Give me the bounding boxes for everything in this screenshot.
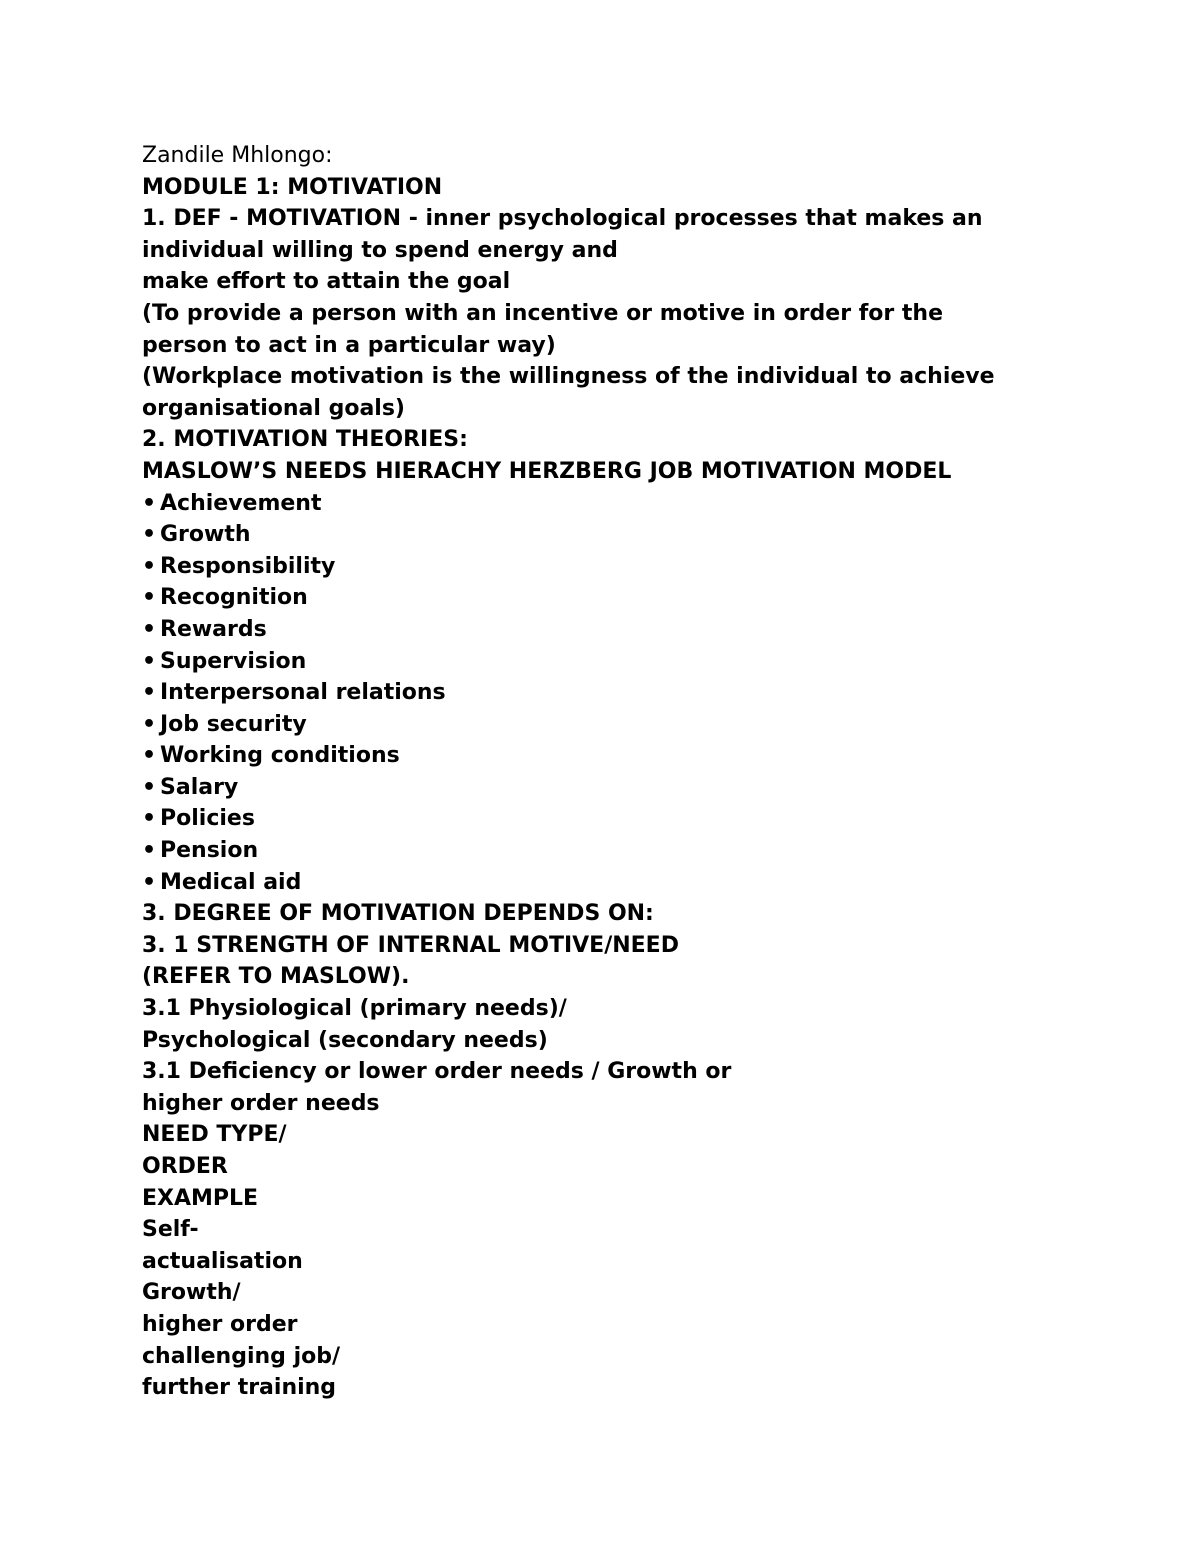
section-line: Growth/: [142, 1280, 241, 1306]
section-line: higher order: [142, 1311, 298, 1337]
list-item: [142, 772, 1102, 804]
section-line: (REFER TO MASLOW).: [142, 964, 410, 990]
definition-block: [142, 203, 1102, 424]
list-item: [142, 551, 1102, 583]
bullet-icon: •: [142, 585, 157, 611]
section-line: EXAMPLE: [142, 1185, 259, 1211]
bullet-list: [142, 488, 1102, 899]
list-item-label: Pension: [160, 838, 259, 864]
degree-section: [142, 898, 1102, 1404]
section-line: 3. 1 STRENGTH OF INTERNAL MOTIVE/NEED: [142, 932, 679, 958]
list-item-label: Growth: [160, 522, 251, 548]
list-item: [142, 740, 1102, 772]
section-line: actualisation: [142, 1248, 303, 1274]
section-line: 3.1 Deficiency or lower order needs / Growth or: [142, 1059, 732, 1085]
definition-line: person to act in a particular way): [142, 332, 556, 358]
section-line: 3.1 Physiological (primary needs)/: [142, 996, 567, 1022]
list-item: [142, 709, 1102, 741]
bullet-icon: •: [142, 869, 157, 895]
definition-line: organisational goals): [142, 395, 405, 421]
list-item: [142, 488, 1102, 520]
bullet-icon: •: [142, 838, 157, 864]
list-item-label: Medical aid: [160, 869, 302, 895]
definition-line: make effort to attain the goal: [142, 269, 511, 295]
section-line: NEED TYPE/: [142, 1122, 287, 1148]
section-line: challenging job/: [142, 1343, 341, 1369]
bullet-icon: •: [142, 522, 157, 548]
bullet-icon: •: [142, 490, 157, 516]
bullet-icon: •: [142, 553, 157, 579]
bullet-icon: •: [142, 616, 157, 642]
bullet-icon: •: [142, 774, 157, 800]
list-item-label: Responsibility: [160, 553, 336, 579]
definition-line: (To provide a person with an incentive or motive in order for the: [142, 300, 944, 326]
section-line: 3. DEGREE OF MOTIVATION DEPENDS ON:: [142, 901, 654, 927]
module-title: MODULE 1: MOTIVATION: [142, 174, 443, 200]
definition-line: (Workplace motivation is the willingness of the individual to achieve: [142, 364, 995, 390]
theories-heading: 2. MOTIVATION THEORIES:: [142, 427, 468, 453]
theories-subheading: MASLOW’S NEEDS HIERACHY HERZBERG JOB MOTIVATION MODEL: [142, 458, 952, 484]
list-item-label: Rewards: [160, 616, 267, 642]
list-item-label: Working conditions: [160, 743, 400, 769]
bullet-icon: •: [142, 711, 157, 737]
bullet-icon: •: [142, 743, 157, 769]
list-item: [142, 867, 1102, 899]
list-item: [142, 677, 1102, 709]
list-item: [142, 582, 1102, 614]
author-line: Zandile Mhlongo:: [142, 143, 333, 168]
definition-line: individual willing to spend energy and: [142, 237, 618, 263]
list-item-label: Recognition: [160, 585, 308, 611]
bullet-icon: •: [142, 680, 157, 706]
section-line: Psychological (secondary needs): [142, 1027, 548, 1053]
list-item-label: Interpersonal relations: [160, 680, 446, 706]
bullet-icon: •: [142, 806, 157, 832]
list-item: [142, 614, 1102, 646]
list-item: [142, 646, 1102, 678]
list-item-label: Job security: [160, 711, 307, 737]
section-line: ORDER: [142, 1154, 228, 1179]
list-item: [142, 519, 1102, 551]
section-line: further training: [142, 1375, 337, 1401]
list-item-label: Salary: [160, 774, 239, 800]
definition-line: 1. DEF - MOTIVATION - inner psychological processes that makes an: [142, 206, 983, 232]
bullet-icon: •: [142, 648, 157, 674]
list-item: [142, 803, 1102, 835]
document-page: [142, 140, 1102, 1404]
list-item-label: Supervision: [160, 648, 307, 674]
section-line: higher order needs: [142, 1090, 380, 1116]
list-item: [142, 835, 1102, 867]
list-item-label: Policies: [160, 806, 255, 832]
section-line: Self-: [142, 1217, 199, 1243]
list-item-label: Achievement: [160, 490, 322, 516]
